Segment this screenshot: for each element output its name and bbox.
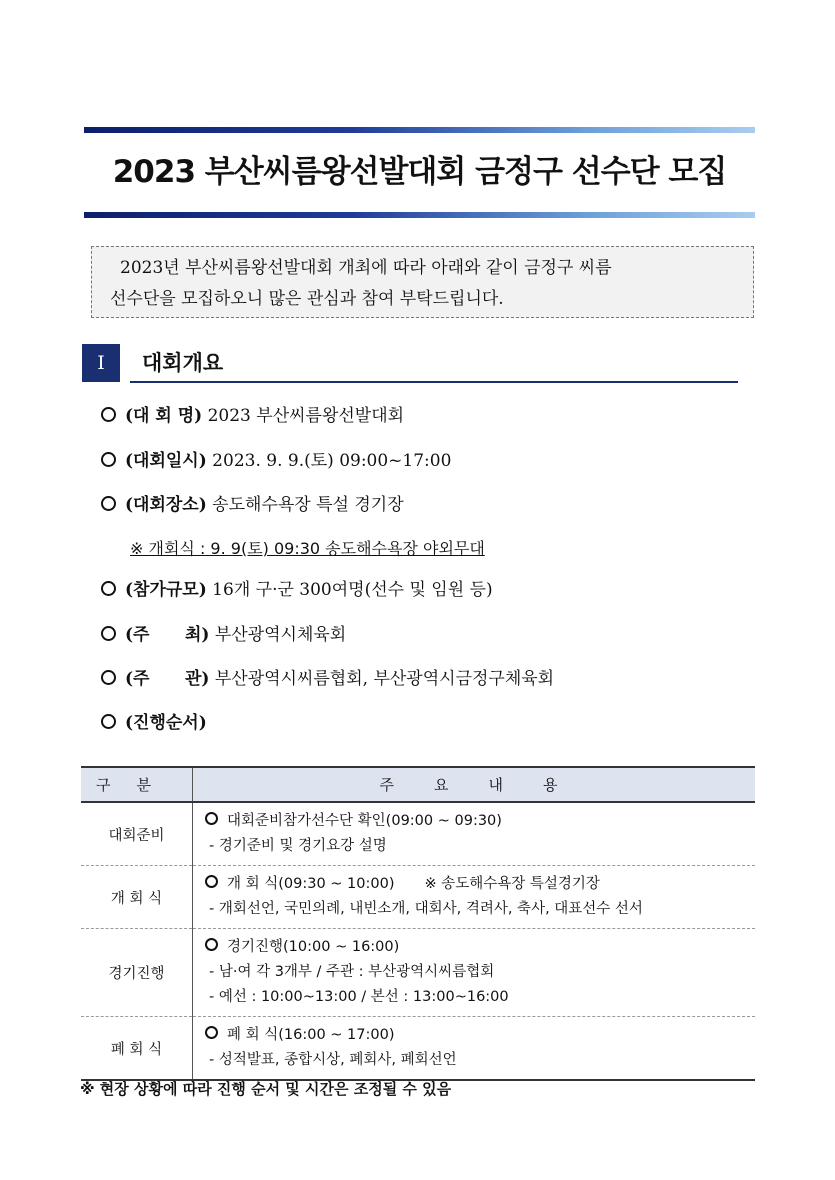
overview-item-organizer: [101, 665, 554, 693]
intro-box: [91, 246, 754, 318]
circle-bullet-icon: [205, 938, 218, 951]
header-category: 구분: [81, 767, 193, 802]
row-category: 폐 회 식: [81, 1017, 193, 1081]
item-label: (대 회 명): [125, 406, 203, 426]
item-value: 2023 부산씨름왕선발대회: [202, 406, 405, 426]
circle-bullet-icon: [205, 875, 218, 888]
circle-bullet-icon: [101, 581, 116, 596]
circle-bullet-icon: [101, 452, 116, 467]
item-label: (대회일시): [125, 451, 207, 471]
circle-bullet-icon: [101, 714, 116, 729]
item-label: (진행순서): [125, 713, 207, 733]
row-detail: - 예선 : 10:00~13:00 / 본선 : 13:00~16:00: [209, 989, 509, 1005]
item-value: 송도해수욕장 특설 경기장: [206, 495, 404, 515]
footnote: ※ 현장 상황에 따라 진행 순서 및 시간은 조정될 수 있음: [80, 1080, 452, 1098]
circle-bullet-icon: [205, 1026, 218, 1039]
item-label: (대회장소): [125, 495, 207, 515]
row-title: 폐 회 식(16:00 ~ 17:00): [227, 1027, 395, 1043]
row-category: 개 회 식: [81, 866, 193, 929]
circle-bullet-icon: [101, 496, 116, 511]
row-detail: - 성적발표, 종합시상, 폐회사, 폐회선언: [209, 1052, 457, 1068]
item-label: (주 관): [125, 669, 210, 689]
item-label: (주 최): [125, 625, 210, 645]
overview-item-venue: [101, 491, 404, 519]
row-content: [193, 802, 756, 866]
circle-bullet-icon: [101, 670, 116, 685]
item-value: 부산광역시체육회: [209, 625, 347, 645]
overview-item-scale: [101, 576, 493, 604]
intro-line-2: 선수단을 모집하오니 많은 관심과 참여 부탁드립니다.: [110, 289, 504, 309]
row-content: [193, 866, 756, 929]
header-content: 주요내용: [193, 767, 756, 802]
table-row: [81, 802, 755, 866]
row-content: [193, 929, 756, 1017]
row-title: 개 회 식(09:30 ~ 10:00): [227, 876, 395, 892]
row-detail: - 개회선언, 국민의례, 내빈소개, 대회사, 격려사, 축사, 대표선수 선서: [209, 901, 643, 917]
schedule-table: [81, 766, 755, 1081]
overview-item-name: [101, 402, 404, 430]
opening-ceremony-note: ※ 개회식 : 9. 9(토) 09:30 송도해수욕장 야외무대: [130, 539, 485, 558]
overview-item-host: [101, 621, 346, 649]
title-bottom-rule: [84, 212, 755, 218]
table-row: [81, 929, 755, 1017]
row-title: 경기진행(10:00 ~ 16:00): [227, 939, 400, 955]
item-label: (참가규모): [125, 580, 207, 600]
row-category: 경기진행: [81, 929, 193, 1017]
overview-item-schedule: [101, 709, 207, 737]
row-note: ※ 송도해수욕장 특설경기장: [424, 876, 600, 892]
circle-bullet-icon: [101, 407, 116, 422]
intro-line-1: 2023년 부산씨름왕선발대회 개최에 따라 아래와 같이 금정구 씨름: [120, 258, 612, 278]
table-header-row: [81, 767, 755, 802]
section-number: I: [82, 344, 120, 382]
circle-bullet-icon: [101, 626, 116, 641]
table-row: [81, 1017, 755, 1081]
overview-item-date: [101, 447, 451, 475]
row-category: 대회준비: [81, 802, 193, 866]
row-detail: - 남·여 각 3개부 / 주관 : 부산광역시씨름협회: [209, 964, 495, 980]
section-underline: [130, 381, 738, 383]
section-title: 대회개요: [142, 351, 224, 375]
item-value: 2023. 9. 9.(토) 09:00~17:00: [206, 451, 452, 471]
table-row: [81, 866, 755, 929]
title-top-rule: [84, 127, 755, 133]
row-content: [193, 1017, 756, 1081]
item-value: 16개 구·군 300여명(선수 및 임원 등): [206, 580, 493, 600]
page-title: 2023 부산씨름왕선발대회 금정구 선수단 모집: [112, 154, 727, 190]
circle-bullet-icon: [205, 812, 218, 825]
item-value: 부산광역시씨름협회, 부산광역시금정구체육회: [209, 669, 555, 689]
row-title: 대회준비참가선수단 확인(09:00 ~ 09:30): [227, 813, 502, 829]
row-detail: - 경기준비 및 경기요강 설명: [209, 838, 387, 854]
